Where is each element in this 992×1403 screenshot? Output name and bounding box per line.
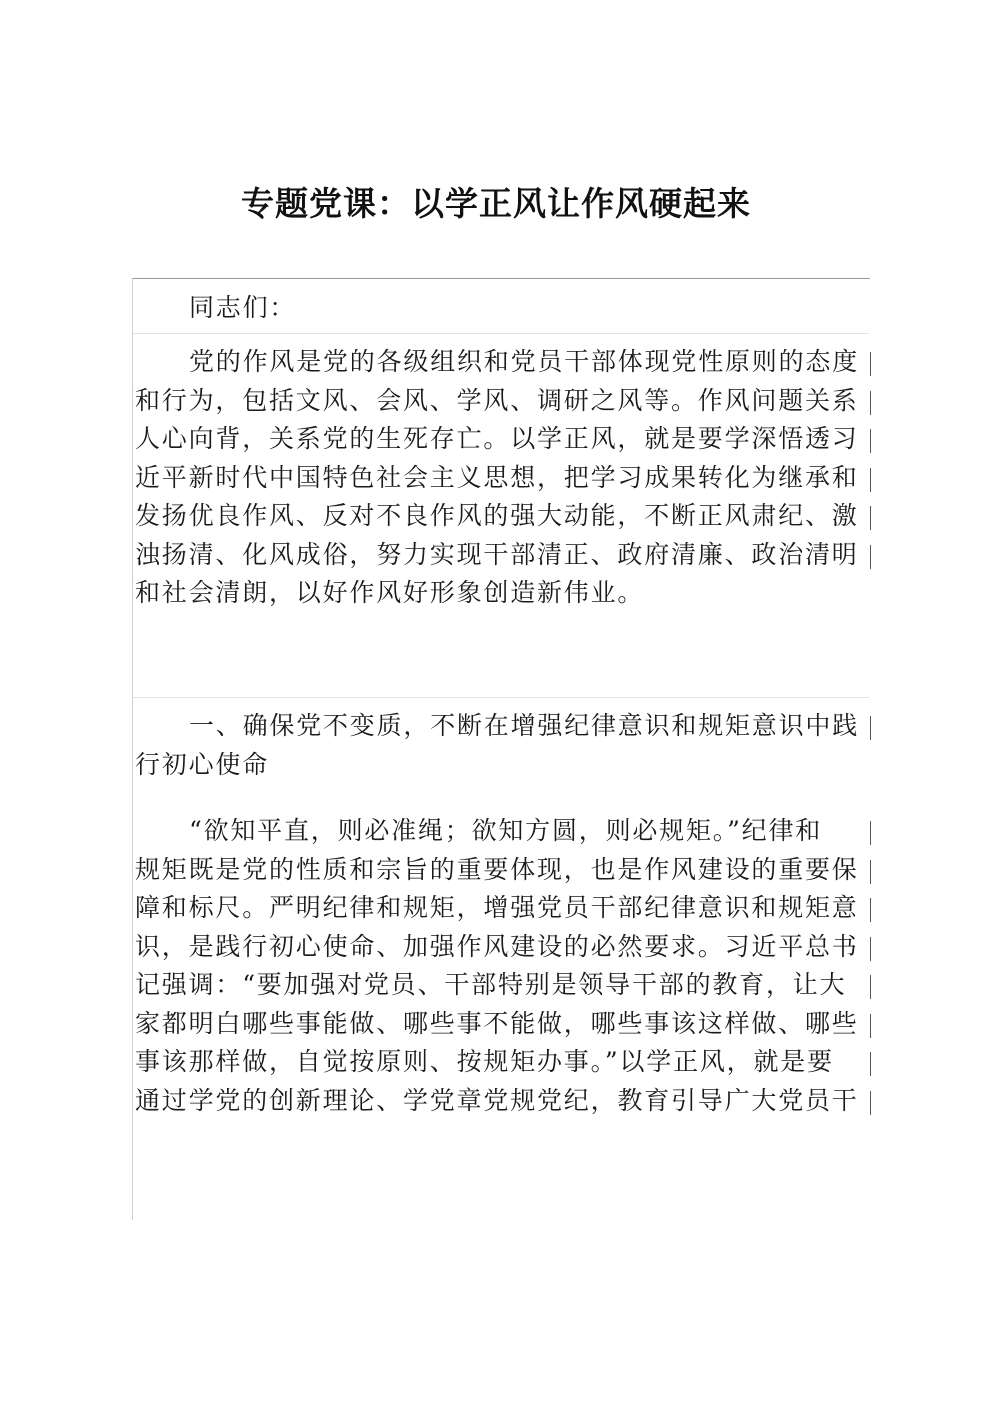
text-cursor-mark [870,506,871,530]
text-cursor-mark [870,821,871,845]
text-line: 识，是践行初心使命、加强作风建设的必然要求。习近平总书 [135,928,869,967]
greeting-paragraph [135,289,869,328]
text-line: 近平新时代中国特色社会主义思想，把学习成果转化为继承和 [135,459,869,498]
text-cursor-mark [870,429,871,453]
text-line: 和社会清朗，以好作风好形象创造新伟业。 [135,578,645,607]
text-cursor-mark [870,468,871,492]
paragraph-discipline [135,812,869,1120]
text-cursor-mark [870,716,871,740]
document-body [132,278,870,1220]
text-line: 发扬优良作风、反对不良作风的强大动能，不断正风肃纪、激 [135,497,869,536]
text-line: 障和标尺。严明纪律和规矩，增强党员干部纪律意识和规矩意 [135,889,869,928]
text-line: 党的作风是党的各级组织和党员干部体现党性原则的态度 [135,343,869,382]
text-line: 浊扬清、化风成俗，努力实现干部清正、政府清廉、政治清明 [135,536,869,575]
text-line: 和行为，包括文风、会风、学风、调研之风等。作风问题关系 [135,382,869,421]
text-cursor-mark [870,860,871,884]
greeting-line: 同志们： [189,293,297,322]
text-cursor-mark [870,937,871,961]
text-cursor-mark [870,975,871,999]
text-cursor-mark [870,898,871,922]
text-line: “欲知平直，则必准绳；欲知方圆，则必规矩。”纪律和 [135,812,869,851]
text-line: 记强调：“要加强对党员、干部特别是领导干部的教育，让大 [135,966,869,1005]
text-cursor-mark [870,1091,871,1115]
document-title: 专题党课：以学正风让作风硬起来 [241,184,751,223]
paragraph-divider [133,697,869,698]
paragraph-divider [133,333,869,334]
text-line: 事该那样做，自觉按原则、按规矩办事。”以学正风，就是要 [135,1043,869,1082]
text-cursor-mark [870,1052,871,1076]
text-line: 家都明白哪些事能做、哪些事不能做，哪些事该这样做、哪些 [135,1005,869,1044]
text-cursor-mark [870,545,871,569]
text-cursor-mark [870,352,871,376]
text-cursor-mark [870,391,871,415]
section-heading-1 [135,707,869,784]
text-line: 行初心使命 [135,749,270,779]
text-line: 人心向背，关系党的生死存亡。以学正风，就是要学深悟透习 [135,420,869,459]
text-cursor-mark [870,1014,871,1038]
paragraph-intro [135,343,869,613]
text-line: 通过学党的创新理论、学党章党规党纪，教育引导广大党员干 [135,1082,869,1121]
text-line: 一、确保党不变质，不断在增强纪律意识和规矩意识中践 [135,707,869,746]
text-line: 规矩既是党的性质和宗旨的重要体现，也是作风建设的重要保 [135,851,869,890]
